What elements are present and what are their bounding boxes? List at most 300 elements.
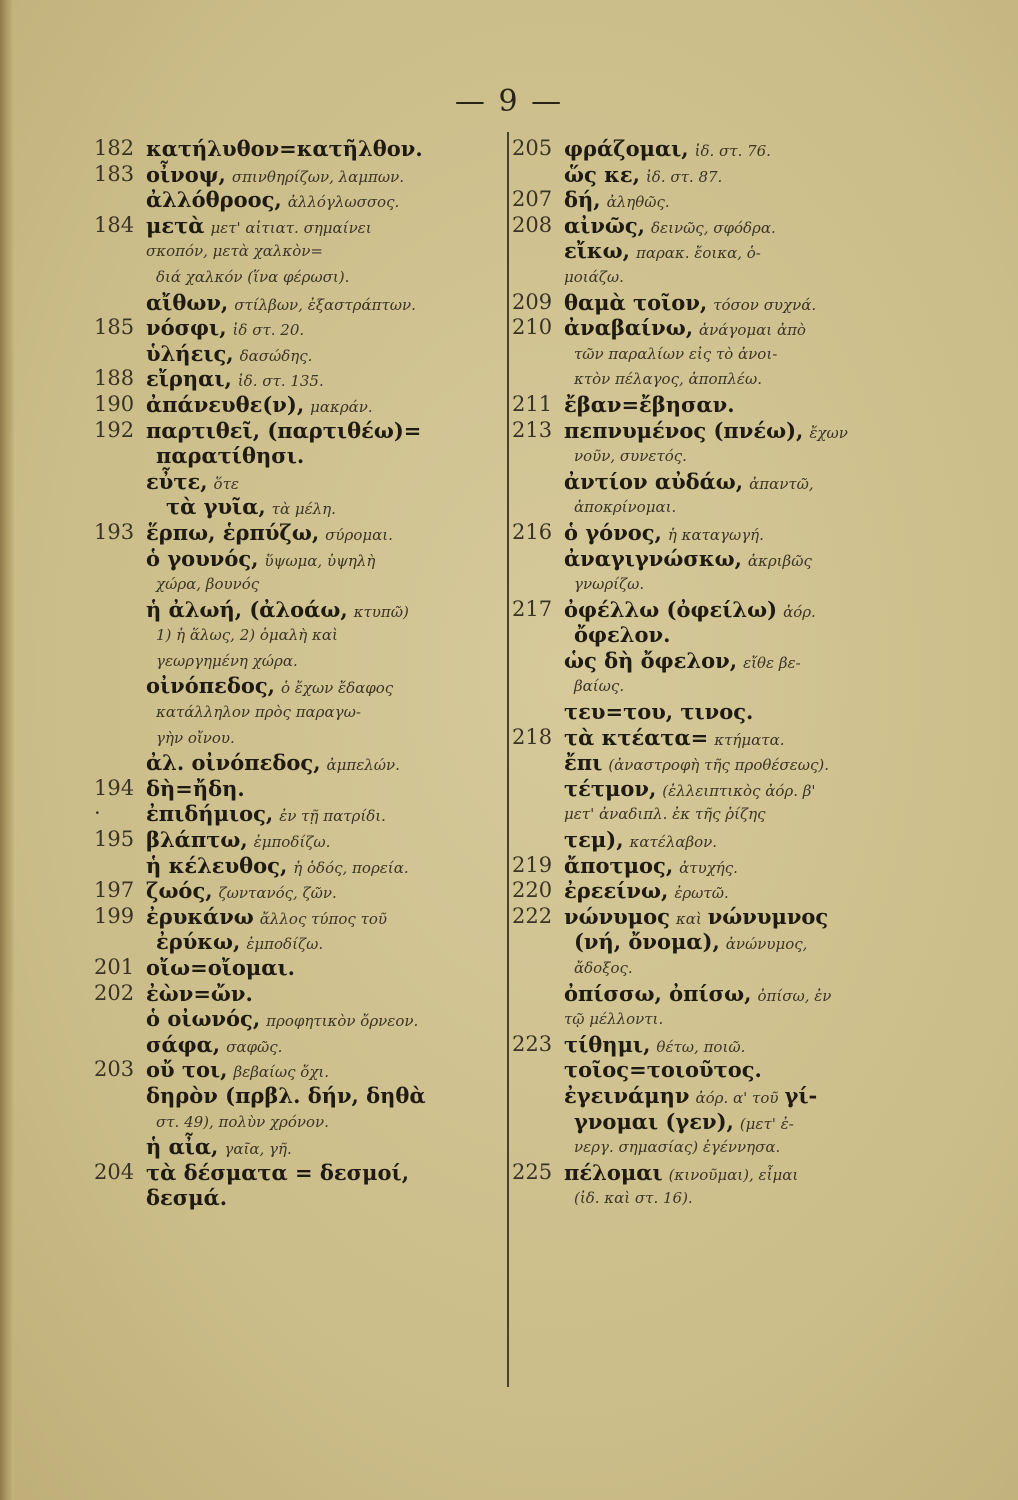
glossary-line xyxy=(94,520,494,546)
glossary-line xyxy=(512,341,922,367)
entry-text xyxy=(564,827,717,856)
gloss: (ἰδ. καὶ στ. 16). xyxy=(574,1189,693,1208)
headword: γνομαι (γεν), xyxy=(574,1108,734,1134)
glossary-line xyxy=(512,264,922,290)
entry-text xyxy=(166,494,336,523)
entry-text xyxy=(146,469,239,498)
gloss: ζωντανός, ζῶν. xyxy=(218,884,337,903)
verse-number: 211 xyxy=(512,391,553,416)
glossary-line xyxy=(512,520,922,546)
entry-text xyxy=(564,1160,798,1189)
glossary-line xyxy=(94,827,494,853)
entry-text xyxy=(564,801,766,828)
glossary-line xyxy=(512,392,922,418)
glossary-line xyxy=(94,290,494,316)
glossary-line xyxy=(512,827,922,853)
verse-number: 197 xyxy=(94,878,135,903)
page-spine-shadow xyxy=(0,0,14,1500)
entry-text xyxy=(564,162,722,191)
gloss: ἐμποδίζω. xyxy=(246,935,324,954)
entry-text xyxy=(146,801,386,830)
glossary-line xyxy=(512,366,922,392)
headword: ἀναβαίνω, xyxy=(564,315,694,341)
headword: ἀναγιγνώσκω, xyxy=(564,545,742,571)
entry-text xyxy=(146,187,399,216)
glossary-line xyxy=(94,162,494,188)
gloss: γὴν οἴνου. xyxy=(156,728,235,747)
verse-number: 222 xyxy=(512,903,553,928)
glossary-line xyxy=(512,187,922,213)
headword: ἄποτμος, xyxy=(564,852,674,878)
gloss: ἀπαντῶ, xyxy=(749,474,814,493)
headword: δὴ=ἤδη. xyxy=(146,775,245,801)
entry-text xyxy=(156,264,349,291)
glossary-line xyxy=(512,750,922,776)
glossary-line xyxy=(94,571,494,597)
headword: γί- xyxy=(784,1082,818,1108)
glossary-line xyxy=(94,878,494,904)
headword: ἀλ. οἰνόπεδος, xyxy=(146,750,321,776)
glossary-line xyxy=(512,1134,922,1160)
glossary-line xyxy=(512,315,922,341)
verse-number: 202 xyxy=(94,980,135,1005)
glossary-line xyxy=(512,904,922,930)
entry-text xyxy=(574,673,624,700)
entry-text xyxy=(156,622,338,649)
headword: ὥς κε, xyxy=(564,161,640,187)
verse-number: 223 xyxy=(512,1031,553,1056)
entry-text xyxy=(564,981,831,1010)
gloss: ἡ καταγωγή. xyxy=(667,525,764,544)
verse-number: 218 xyxy=(512,724,553,749)
gloss: ἄλλος τύπος τοῦ xyxy=(259,909,388,928)
entry-text xyxy=(564,699,753,727)
glossary-line xyxy=(512,699,922,725)
headword: ἀντίον αὐδάω, xyxy=(564,468,744,494)
headword: ἐρύκω, xyxy=(156,929,241,955)
headword: ἐὼν=ὤν. xyxy=(146,980,253,1006)
verse-number: 205 xyxy=(512,136,553,160)
gloss: ὀπίσω, ἐν xyxy=(757,986,832,1005)
headword: ἀπάνευθε(ν), xyxy=(146,391,305,417)
entry-text xyxy=(146,1160,409,1188)
headword: ἡ αἶα, xyxy=(146,1134,219,1160)
glossary-line xyxy=(94,494,494,520)
verse-number: 183 xyxy=(94,161,135,186)
headword: εἴρηαι, xyxy=(146,366,232,392)
headword: οἶνοψ, xyxy=(146,161,226,187)
entry-text xyxy=(146,750,400,779)
entry-text xyxy=(564,904,828,933)
gloss: μετ' αἰτιατ. σημαίνει xyxy=(210,218,372,237)
entry-text xyxy=(146,1083,426,1111)
entry-text xyxy=(146,1134,292,1163)
entry-text xyxy=(564,1057,762,1085)
gloss: σύρομαι. xyxy=(325,525,393,544)
headword: δή, xyxy=(564,187,601,213)
headword: τευ=του, τινος. xyxy=(564,699,754,725)
glossary-line xyxy=(94,750,494,776)
entry-text xyxy=(574,571,644,598)
glossary-line xyxy=(94,1160,494,1186)
entry-text xyxy=(146,213,372,242)
glossary-line xyxy=(512,597,922,623)
glossary-line xyxy=(94,315,494,341)
headword: ζωός, xyxy=(146,878,213,904)
glossary-line xyxy=(94,136,494,162)
entry-text xyxy=(146,315,304,344)
glossary-line xyxy=(512,622,922,648)
gloss: ὕψωμα, ὑψηλὴ xyxy=(264,551,376,570)
entry-text xyxy=(564,1032,745,1061)
headword: ὁ γόνος, xyxy=(564,519,662,545)
glossary-line xyxy=(512,955,922,981)
glossary-line xyxy=(512,929,922,955)
entry-text xyxy=(574,1134,780,1161)
glossary-line xyxy=(512,776,922,802)
entry-text xyxy=(146,878,337,907)
headword: νώνυμος xyxy=(564,903,670,929)
headword: ἐπιδήμιος, xyxy=(146,801,274,827)
entry-text xyxy=(564,290,816,319)
headword: νώνυμνος xyxy=(707,903,829,929)
headword: οὔ τοι, xyxy=(146,1057,228,1083)
entry-text xyxy=(146,136,423,164)
headword: τίθημι, xyxy=(564,1031,651,1057)
gloss: ἀνάγομαι ἀπὸ xyxy=(699,321,806,340)
verse-number: 195 xyxy=(94,827,135,852)
glossary-line xyxy=(512,571,922,597)
entry-text xyxy=(146,418,421,446)
gloss: γαῖα, γῆ. xyxy=(224,1140,292,1159)
verse-number: 217 xyxy=(512,596,553,621)
headword: ἡ κέλευθος, xyxy=(146,852,288,878)
headword: φράζομαι, xyxy=(564,136,689,161)
glossary-line xyxy=(94,776,494,802)
gloss: σκοπόν, μετὰ χαλκὸν= xyxy=(146,242,323,261)
gloss: βεβαίως ὄχι. xyxy=(233,1063,330,1082)
gloss: τὰ μέλη. xyxy=(271,500,336,519)
headword: τέτμον, xyxy=(564,775,657,801)
verse-number: 194 xyxy=(94,775,135,800)
entry-text xyxy=(564,1006,663,1033)
headword: ὁ οἰωνός, xyxy=(146,1006,261,1032)
entry-text xyxy=(146,1006,418,1035)
entry-text xyxy=(146,366,324,395)
entry-text xyxy=(156,1109,329,1136)
glossary-line xyxy=(512,1006,922,1032)
glossary-line xyxy=(512,469,922,495)
headword: ὡς δὴ ὄφελον, xyxy=(564,647,738,673)
headword: τοῖος=τοιοῦτος. xyxy=(564,1057,762,1083)
gloss: δεινῶς, σφόδρα. xyxy=(651,218,776,237)
headword: οἰνόπεδος, xyxy=(146,673,275,699)
gloss: (μετ' ἐ- xyxy=(739,1114,794,1133)
gloss: ἀκριβῶς xyxy=(747,551,812,570)
glossary-line xyxy=(94,648,494,674)
glossary-line xyxy=(512,213,922,239)
gloss: κατέλαβον. xyxy=(629,833,718,852)
verse-number: 199 xyxy=(94,903,135,928)
gloss: (ἀναστροφὴ τῆς προθέσεως). xyxy=(608,756,829,775)
gloss: σαφῶς. xyxy=(226,1037,283,1056)
gloss: ἀτυχής. xyxy=(679,858,738,877)
headword: εὖτε, xyxy=(146,468,208,494)
glossary-line xyxy=(512,1160,922,1186)
glossary-line xyxy=(512,136,922,162)
glossary-line xyxy=(94,264,494,290)
headword: παρτιθεῖ, (παρτιθέω)= xyxy=(146,417,422,443)
entry-text xyxy=(564,648,801,677)
gloss: ἐν τῇ πατρίδι. xyxy=(279,807,386,826)
glossary-line xyxy=(94,801,494,827)
gloss: ἀόρ. α' τοῦ xyxy=(695,1088,779,1107)
headword: θαμὰ τοῖον, xyxy=(564,289,708,315)
headword: οἴω=οἴομαι. xyxy=(146,955,295,980)
entry-text xyxy=(146,904,387,933)
gloss: κτὸν πέλαγος, ἀποπλέω. xyxy=(574,370,762,389)
gloss: ἡ ὁδός, πορεία. xyxy=(293,858,409,877)
entry-text xyxy=(156,443,304,471)
gloss: τῶν παραλίων εἰς τὸ ἀνοι- xyxy=(574,344,778,363)
entry-text xyxy=(156,648,298,675)
entry-text xyxy=(564,136,771,165)
verse-number: 204 xyxy=(94,1159,135,1184)
entry-text xyxy=(564,546,812,575)
verse-number: 220 xyxy=(512,878,553,903)
verse-number: 190 xyxy=(94,391,135,416)
gloss: ὅτε xyxy=(213,474,239,493)
verse-number: 216 xyxy=(512,519,553,544)
headword: ἐγεινάμην xyxy=(564,1082,690,1108)
gloss: ἐμποδίζω. xyxy=(253,833,331,852)
glossary-line xyxy=(512,1032,922,1058)
headword: ὀφέλλω (ὀφείλω) xyxy=(564,596,778,622)
glossary-line xyxy=(94,1057,494,1083)
verse-number: 208 xyxy=(512,212,553,237)
glossary-line xyxy=(94,1185,494,1211)
headword: ἐρυκάνω xyxy=(146,903,254,929)
gloss: 1) ἡ ἅλως, 2) ὁμαλὴ καὶ xyxy=(156,626,338,645)
entry-text xyxy=(574,494,676,521)
verse-number: 182 xyxy=(94,136,135,160)
glossary-line xyxy=(94,597,494,623)
verse-number: 225 xyxy=(512,1159,553,1184)
entry-text xyxy=(146,776,245,804)
headword: τὰ κτέατα= xyxy=(564,724,709,750)
gloss: ἀποκρίνομαι. xyxy=(574,498,677,517)
verse-number: 188 xyxy=(94,366,135,391)
glossary-line xyxy=(94,725,494,751)
entry-text xyxy=(146,981,253,1009)
glossary-line xyxy=(94,187,494,213)
glossary-line xyxy=(512,546,922,572)
glossary-line xyxy=(94,904,494,930)
glossary-line xyxy=(512,673,922,699)
entry-text xyxy=(574,366,762,393)
headword: πέλομαι xyxy=(564,1159,663,1185)
entry-text xyxy=(146,827,330,856)
gloss: ἰδ στ. 20. xyxy=(232,321,305,340)
headword: κατήλυθον=κατῆλθον. xyxy=(146,136,423,161)
gloss: ἀλλόγλωσσος. xyxy=(287,193,400,212)
entry-text xyxy=(146,673,393,702)
verse-number: 219 xyxy=(512,852,553,877)
headword: σάφα, xyxy=(146,1031,221,1057)
glossary-line xyxy=(512,238,922,264)
glossary-line xyxy=(94,546,494,572)
entry-text xyxy=(564,853,738,882)
glossary-line xyxy=(512,801,922,827)
verse-number: 192 xyxy=(94,417,135,442)
entry-text xyxy=(564,238,761,267)
gloss: προφητικὸν ὄρνεον. xyxy=(266,1012,419,1031)
glossary-line xyxy=(94,443,494,469)
gloss: ἰδ. στ. 76. xyxy=(694,142,771,160)
entry-text xyxy=(146,1032,282,1061)
headword: ὄφελον. xyxy=(574,622,671,648)
gloss: ἀμπελών. xyxy=(326,756,400,775)
gloss: τῷ μέλλοντι. xyxy=(564,1010,664,1029)
headword: ἔβαν=ἔβησαν. xyxy=(564,391,735,417)
gloss: ἰδ. στ. 87. xyxy=(645,167,723,186)
entry-text xyxy=(564,213,776,242)
glossary-line xyxy=(94,1032,494,1058)
headword: δεσμά. xyxy=(146,1185,228,1211)
glossary-line xyxy=(94,981,494,1007)
entry-text xyxy=(574,443,687,470)
glossary-line xyxy=(94,929,494,955)
entry-text xyxy=(146,597,409,626)
glossary-line xyxy=(512,878,922,904)
headword: βλάπτω, xyxy=(146,827,248,853)
right-column xyxy=(512,136,922,1211)
gloss: θέτω, ποιῶ. xyxy=(656,1037,746,1056)
glossary-line xyxy=(94,392,494,418)
page-number: — 9 — xyxy=(454,84,564,119)
glossary-line xyxy=(512,443,922,469)
gloss: παρακ. ἔοικα, ὁ- xyxy=(635,244,761,263)
verse-number: 207 xyxy=(512,187,553,212)
gloss: ἀληθῶς. xyxy=(606,193,670,212)
gloss: τόσον συχνά. xyxy=(713,295,817,314)
headword: τεμ), xyxy=(564,827,624,853)
gloss: χώρα, βουνός xyxy=(156,575,260,594)
headword: ἔπι xyxy=(564,750,603,776)
verse-number: 193 xyxy=(94,519,135,544)
headword: ἀλλόθροος, xyxy=(146,187,282,213)
entry-text xyxy=(574,929,807,958)
glossary-line xyxy=(512,1185,922,1211)
gloss: δασώδης. xyxy=(239,346,313,365)
entry-text xyxy=(574,955,633,982)
glossary-line xyxy=(512,648,922,674)
gloss: σπινθηρίζων, λαμπων. xyxy=(231,167,405,186)
entry-text xyxy=(146,546,375,575)
entry-text xyxy=(564,776,816,805)
glossary-line xyxy=(94,1006,494,1032)
entry-text xyxy=(564,264,624,291)
entry-text xyxy=(564,597,816,626)
verse-number: 209 xyxy=(512,289,553,314)
headword: παρατίθησι. xyxy=(156,443,305,469)
gloss: γεωργημένη χώρα. xyxy=(156,651,298,670)
gloss: ἐρωτῶ. xyxy=(674,884,729,903)
gloss: ἄδοξος. xyxy=(574,959,633,977)
gloss: κτυπῶ) xyxy=(353,602,409,621)
entry-text xyxy=(564,392,735,420)
entry-text xyxy=(564,187,670,216)
glossary-line xyxy=(512,418,922,444)
glossary-line xyxy=(94,622,494,648)
entry-text xyxy=(156,929,323,958)
glossary-line xyxy=(512,725,922,751)
gloss: ὁ ἔχων ἔδαφος xyxy=(281,679,394,698)
headword: αἰνῶς, xyxy=(564,212,645,238)
entry-text xyxy=(564,418,848,447)
headword: πεπνυμένος (πνέω), xyxy=(564,417,804,443)
entry-text xyxy=(146,853,409,882)
glossary-line xyxy=(512,853,922,879)
glossary-line xyxy=(94,341,494,367)
column-divider xyxy=(507,132,509,1387)
glossary-line xyxy=(94,853,494,879)
glossary-line xyxy=(94,1134,494,1160)
entry-text xyxy=(574,1109,794,1138)
entry-text xyxy=(156,699,361,726)
headword: ἕρπω, ἑρπύζω, xyxy=(146,519,320,545)
headword: ὑλήεις, xyxy=(146,340,234,366)
headword: νόσφι, xyxy=(146,315,227,341)
glossary-line xyxy=(512,1109,922,1135)
gloss: ἰδ. στ. 135. xyxy=(237,372,324,391)
verse-number: 203 xyxy=(94,1057,135,1082)
entry-text xyxy=(156,725,235,752)
headword: αἴθων, xyxy=(146,289,229,315)
headword: τὰ δέσματα = δεσμοί, xyxy=(146,1159,410,1185)
gloss: νεργ. σημασίας) ἐγέννησα. xyxy=(574,1138,781,1157)
gloss: στ. 49), πολὺν χρόνον. xyxy=(156,1112,329,1131)
entry-text xyxy=(564,315,806,344)
gloss: βαίως. xyxy=(574,677,625,696)
entry-text xyxy=(574,1185,693,1212)
entry-text xyxy=(564,520,764,549)
gloss: (κινοῦμαι), εἶμαι xyxy=(668,1165,799,1184)
gloss: στίλβων, ἐξαστράπτων. xyxy=(234,295,416,314)
gloss: μακράν. xyxy=(310,397,373,416)
glossary-line xyxy=(94,955,494,981)
verse-number: 210 xyxy=(512,315,553,340)
entry-text xyxy=(564,1083,817,1112)
entry-text xyxy=(146,162,404,191)
entry-text xyxy=(146,1185,227,1213)
gloss: ἀνώνυμος, xyxy=(725,935,808,954)
entry-text xyxy=(146,520,393,549)
headword: ὁ γουνός, xyxy=(146,545,259,571)
glossary-line xyxy=(512,1057,922,1083)
entry-text xyxy=(574,622,670,650)
glossary-line xyxy=(94,699,494,725)
entry-text xyxy=(146,238,323,265)
entry-text xyxy=(146,392,373,421)
gloss: μετ' ἀναδιπλ. ἐκ τῆς ῥίζης xyxy=(564,805,766,824)
headword: ἐρεείνω, xyxy=(564,878,669,904)
gloss: γνωρίζω. xyxy=(574,575,645,594)
glossary-line xyxy=(512,162,922,188)
gloss: νοῦν, συνετός. xyxy=(574,447,687,466)
gloss: ἀόρ. xyxy=(783,602,816,621)
gloss: καὶ xyxy=(675,909,702,928)
